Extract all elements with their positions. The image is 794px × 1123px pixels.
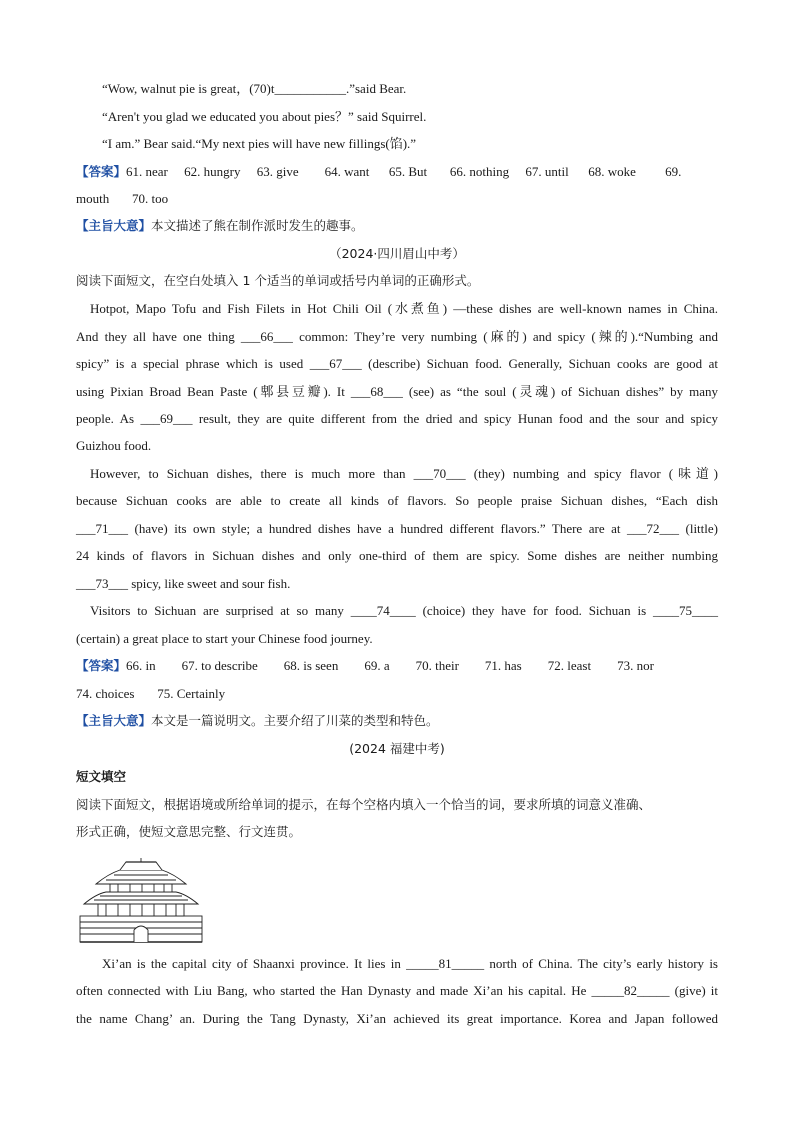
drum-tower-illustration	[76, 858, 206, 944]
answer-values: 61. near 62. hungry 63. give 64. want 65. But 66. nothing 67. until 68. woke 69.	[126, 164, 682, 179]
passage-line: And they all have one thing ___66___ common: They’re very numbing (麻的) and spicy (辣的).“Numbing and	[76, 329, 718, 344]
gist-line	[76, 217, 718, 235]
passage-line: However, to Sichuan dishes, there is much more than ___70___ (they) numbing and spicy flavor (味道)	[90, 466, 718, 481]
instruction: 形式正确，使短文意思完整、行文连贯。	[76, 824, 302, 839]
gist-label: 【主旨大意】	[76, 218, 152, 233]
answer-line	[76, 657, 718, 675]
passage-line: the name Chang’ an. During the Tang Dynasty, Xi’an achieved its great importance. Korea and Japan followed	[76, 1011, 718, 1026]
passage-line: people. As ___69___ result, they are quite different from the dried and spicy Hunan food and the sour and spicy	[76, 411, 718, 426]
passage-line: using Pixian Broad Bean Paste (郫县豆瓣). It ___68___ (see) as “the soul (灵魂) of Sichuan dishes” by many	[76, 384, 718, 399]
passage-line: (certain) a great place to start your Chinese food journey.	[76, 631, 373, 646]
story-line: “I am.” Bear said.“My next pies will have new fillings(馅).”	[102, 136, 417, 151]
gist-label: 【主旨大意】	[76, 713, 152, 728]
passage-line: Xi’an is the capital city of Shaanxi province. It lies in _____81_____ north of China. The city’s early history is	[102, 956, 718, 971]
passage-line: Visitors to Sichuan are surprised at so many ____74____ (choice) they have for food. Sichuan is ____75____	[90, 603, 718, 618]
answer-line	[76, 163, 718, 181]
passage-line: spicy” is a special phrase which is used ___67___ (describe) Sichuan food. Generally, Sichuan cooks are good at	[76, 356, 718, 371]
passage-line: because Sichuan cooks are able to create all kinds of flavors. So people praise Sichuan dishes, “Each dish	[76, 493, 718, 508]
instruction: 阅读下面短文，根据语境或所给单词的提示，在每个空格内填入一个恰当的词，要求所填的词意义准确、	[76, 797, 652, 812]
answer-line: 74. choices 75. Certainly	[76, 686, 226, 701]
passage-line: 24 kinds of flavors in Sichuan dishes and only one-third of them are spicy. Some dishes are neither numbing	[76, 548, 718, 563]
story-line: “Wow, walnut pie is great，(70)t___________.”said Bear.	[102, 81, 407, 96]
passage-line: ___73___ spicy, like sweet and sour fish.	[76, 576, 291, 591]
instruction: 阅读下面短文，在空白处填入 1 个适当的单词或括号内单词的正确形式。	[76, 273, 480, 288]
answer-values: 66. in 67. to describe 68. is seen 69. a 70. their 71. has 72. least 73. nor	[126, 658, 654, 673]
answer-label: 【答案】	[76, 164, 127, 179]
answer-line: mouth 70. too	[76, 191, 169, 206]
gist-text: 本文描述了熊在制作派时发生的趣事。	[151, 218, 364, 233]
story-line: “Aren't you glad we educated you about pies？” said Squirrel.	[102, 109, 427, 124]
answer-label: 【答案】	[76, 658, 127, 673]
gist-text: 本文是一篇说明文。主要介绍了川菜的类型和特色。	[151, 713, 439, 728]
passage-line: ___71___ (have) its own style; a hundred dishes have a hundred different flavors.” There are at ___72___ (little)	[76, 521, 718, 536]
exam-source: （2024·四川眉山中考）	[329, 246, 465, 261]
passage-line: often connected with Liu Bang, who started the Han Dynasty and made Xi’an his capital. He _____82_____ (give) it	[76, 983, 718, 998]
passage-line: Guizhou food.	[76, 438, 152, 453]
gist-line	[76, 712, 718, 730]
passage-line: Hotpot, Mapo Tofu and Fish Filets in Hot Chili Oil (水煮鱼) —these dishes are well-known names in China.	[90, 301, 718, 316]
section-heading: 短文填空	[76, 769, 127, 784]
exam-source: (2024 福建中考)	[349, 741, 445, 756]
